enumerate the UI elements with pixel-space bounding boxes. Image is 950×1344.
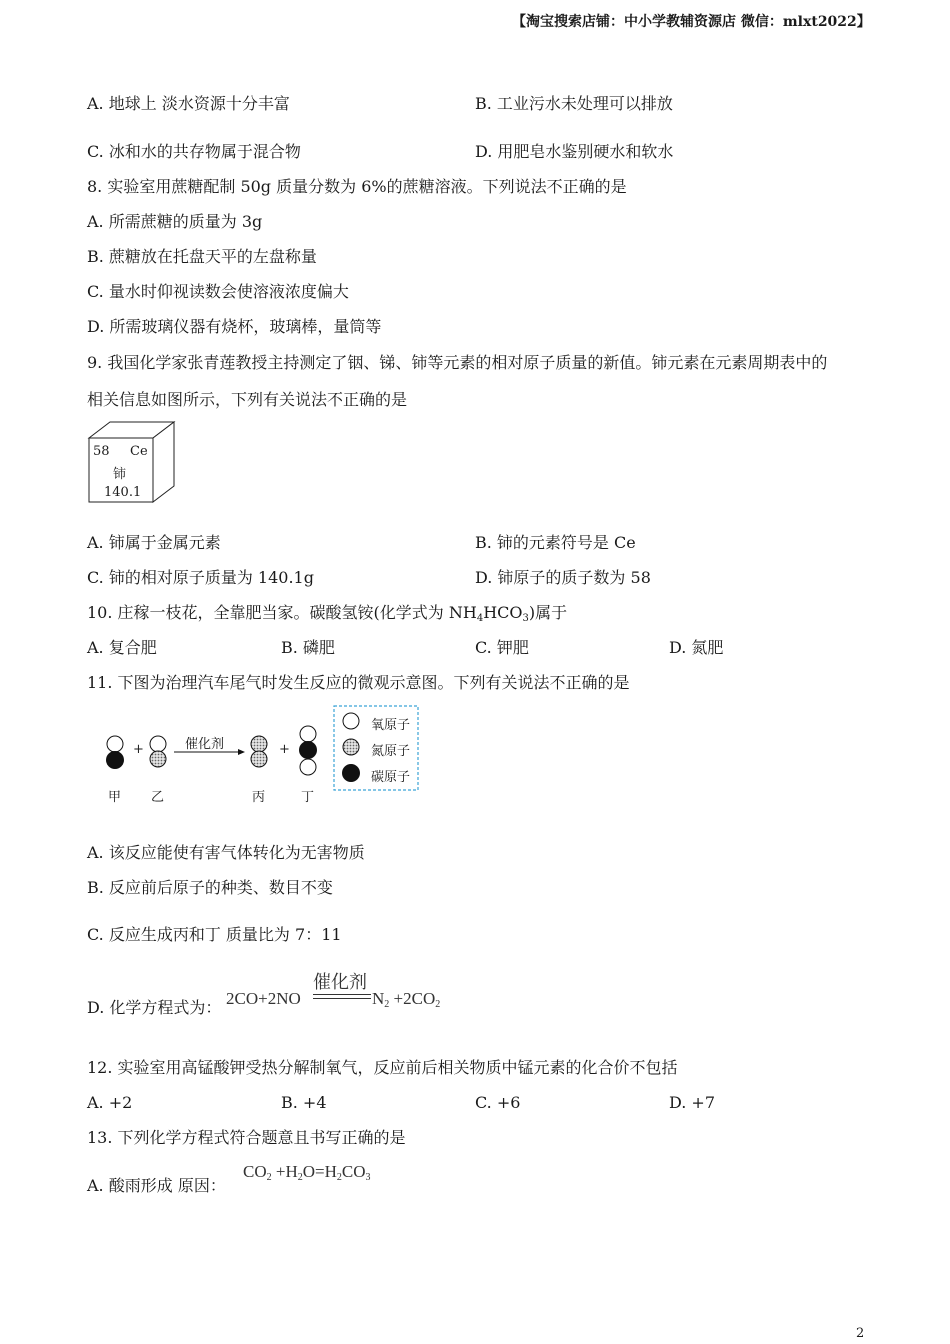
plus-sign: +: [133, 742, 144, 757]
nitrogen-atom: [251, 736, 267, 752]
q11-option-c: C. 反应生成丙和丁 质量比为 7：11: [87, 925, 342, 944]
element-symbol: Ce: [130, 444, 148, 459]
label-ding: 丁: [301, 790, 315, 805]
q13-option-a-label: A. 酸雨形成 原因：: [87, 1176, 226, 1195]
q9-stem-line2: 相关信息如图所示，下列有关说法不正确的是: [87, 390, 408, 409]
oxygen-atom: [107, 736, 123, 752]
q9-stem-line1: 9. 我国化学家张青莲教授主持测定了铟、锑、铈等元素的相对原子质量的新值。铈元素在元素周期表中的: [87, 353, 828, 372]
q7-option-a: A. 地球上 淡水资源十分丰富: [87, 94, 290, 113]
equation-line-bottom: [313, 998, 371, 999]
plus-sign: +: [279, 742, 290, 757]
q10-option-a: A. 复合肥: [87, 638, 157, 657]
page-number: 2: [856, 1326, 865, 1341]
q11-option-d-label: D. 化学方程式为：: [87, 998, 222, 1017]
legend-oxygen-icon: [343, 713, 359, 729]
legend-carbon-icon: [343, 765, 360, 782]
q10-option-b: B. 磷肥: [281, 638, 335, 657]
catalyst-label: 催化剂: [185, 737, 225, 752]
q11-stem: 11. 下图为治理汽车尾气时发生反应的微观示意图。下列有关说法不正确的是: [87, 673, 630, 692]
q8-option-c: C. 量水时仰视读数会使溶液浓度偏大: [87, 282, 349, 301]
q10-option-c: C. 钾肥: [475, 638, 529, 657]
legend-nitrogen-icon: [343, 739, 359, 755]
shop-header: 【淘宝搜索店铺：中小学教辅资源店 微信：mlxt2022】: [512, 14, 871, 30]
q13-equation: $CO_2 +H_2O=H_2CO_3$: [243, 1162, 371, 1183]
legend-carbon-label: 碳原子: [371, 770, 411, 785]
q7-option-c: C. 冰和水的共存物属于混合物: [87, 142, 301, 161]
q11-option-a: A. 该反应能使有害气体转化为无害物质: [87, 843, 365, 862]
element-atomic-number: 58: [93, 444, 110, 459]
q12-option-a: A. +2: [87, 1093, 133, 1112]
q7-option-d: D. 用肥皂水鉴别硬水和软水: [475, 142, 674, 161]
q8-option-a: A. 所需蔗糖的质量为 3g: [87, 212, 263, 231]
equation-line-top: [313, 994, 371, 995]
label-yi: 乙: [151, 790, 165, 805]
legend-oxygen-label: 氧原子: [371, 718, 411, 733]
q9-option-c: C. 铈的相对原子质量为 140.1g: [87, 568, 314, 587]
q9-option-a: A. 铈属于金属元素: [87, 533, 221, 552]
q8-stem: 8. 实验室用蔗糖配制 50g 质量分数为 6%的蔗糖溶液。下列说法不正确的是: [87, 177, 627, 196]
equation-right: $N_2 +2CO_2$: [372, 989, 441, 1010]
q13-stem: 13. 下列化学方程式符合题意且书写正确的是: [87, 1128, 406, 1147]
label-bing: 丙: [252, 790, 266, 805]
q9-option-b: B. 铈的元素符号是 Ce: [475, 533, 636, 552]
element-atomic-mass: 140.1: [104, 485, 142, 500]
oxygen-atom: [150, 736, 166, 752]
q12-option-d: D. +7: [669, 1093, 716, 1112]
nitrogen-atom: [251, 751, 267, 767]
q8-option-d: D. 所需玻璃仪器有烧杯，玻璃棒，量筒等: [87, 317, 382, 336]
q10-option-d: D. 氮肥: [669, 638, 724, 657]
oxygen-atom: [300, 726, 316, 742]
q11-option-b: B. 反应前后原子的种类、数目不变: [87, 878, 333, 897]
carbon-atom: [107, 752, 124, 769]
element-name: 铈: [113, 467, 127, 482]
q12-option-b: B. +4: [281, 1093, 327, 1112]
q8-option-b: B. 蔗糖放在托盘天平的左盘称量: [87, 247, 317, 266]
q12-option-c: C. +6: [475, 1093, 521, 1112]
nitrogen-atom: [150, 751, 166, 767]
oxygen-atom: [300, 759, 316, 775]
equation-left: 2CO+2NO: [226, 989, 301, 1008]
q7-option-b: B. 工业污水未处理可以排放: [475, 94, 673, 113]
equation-catalyst: 催化剂: [313, 972, 367, 993]
q9-option-d: D. 铈原子的质子数为 58: [475, 568, 651, 587]
label-jia: 甲: [108, 790, 122, 805]
carbon-atom: [300, 742, 317, 759]
q10-stem: 10. 庄稼一枝花，全靠肥当家。碳酸氢铵(化学式为 $NH_4HCO_3$)属于: [87, 603, 568, 624]
q12-stem: 12. 实验室用高锰酸钾受热分解制氧气，反应前后相关物质中锰元素的化合价不包括: [87, 1058, 678, 1077]
legend-nitrogen-label: 氮原子: [371, 744, 411, 759]
